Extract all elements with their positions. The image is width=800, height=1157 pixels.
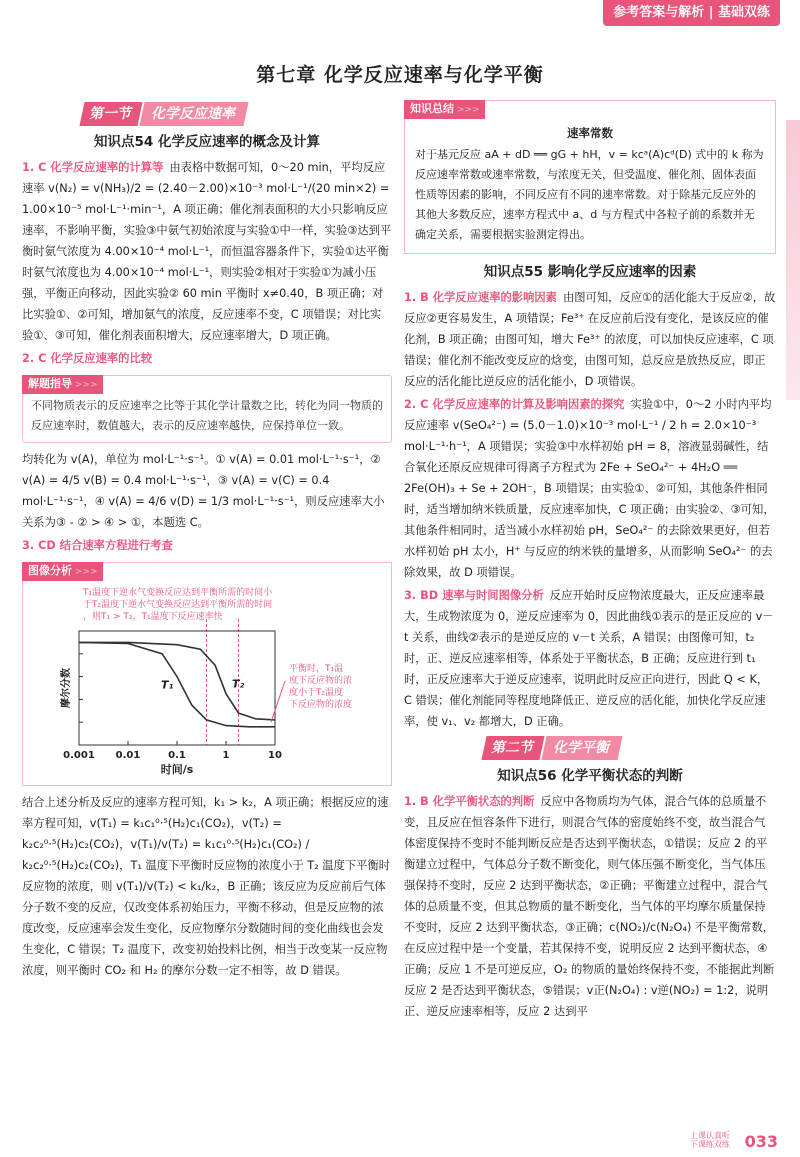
- plot-area: [59, 619, 285, 776]
- kp55-title: 知识点55 影响化学反应速率的因素: [483, 264, 697, 280]
- answer-number: 1. B: [404, 795, 429, 808]
- answer-tag: 化学平衡状态的判断: [432, 795, 535, 808]
- chart-label: 图像分析 >>>: [22, 562, 103, 581]
- x-axis-label: 时间/s: [160, 763, 194, 776]
- answer-tag: 结合速率方程进行考查: [59, 539, 173, 552]
- chart-note-right-line: 平衡时，T₁温: [289, 664, 344, 674]
- answer-text: 由图可知，反应①的活化能大于反应②，故反应②更容易发生，A 项错误；Fe³⁺ 在反应前后没有变化，是该反应的催化剂，B 项正确；由图可知，增大 Fe³⁺ 的浓度，可以加快反应速率，C 项错误；催化剂不能改变反应的焓变，由图可知，总反应是放热反应，即正反应的活化能比逆反应的活化能小，D 项错误。: [404, 291, 776, 388]
- series-curve-1: [79, 642, 275, 726]
- chart-box: [22, 562, 392, 786]
- right-column: [404, 100, 776, 1022]
- answer-number: 1. C: [22, 161, 47, 174]
- section-banner-1: [82, 102, 246, 126]
- answer-tag: 速率与时间图像分析: [442, 589, 544, 602]
- chart-note-top-line-1: T₁温度下逆水气变换反应达到平衡所需的时间小: [83, 588, 273, 598]
- section-name: 化学反应速率: [139, 102, 248, 126]
- section-number: 第一节: [79, 102, 142, 126]
- page-number: 033: [744, 1132, 778, 1151]
- answer-r4: [404, 791, 776, 1022]
- kp56-title: 知识点56 化学平衡状态的判断: [497, 768, 683, 784]
- tip-label: 解题指导 >>>: [22, 375, 103, 394]
- header-tab: 参考答案与解析 | 基础双练: [603, 0, 780, 26]
- summary-text: 对于基元反应 aA + dD ══ gG + hH，v = kcᵃ(A)cᵈ(D) 式中的 k 称为反应速率常数或速率常数，与浓度无关，但受温度、催化剂、固体表面性质等因素的影响，不同反应有不同的速率常数。对于除基元反应外的其他大多数反应，速率方程式中 a、d 与方程式中各粒子前的系数并无确定关系，需要根据实验测定得出。: [415, 148, 764, 241]
- chart-note-right-line: 度下反应物的浓: [289, 676, 353, 686]
- tip-box: [22, 375, 392, 443]
- x-tick-label: 1: [222, 750, 230, 761]
- mole-fraction-chart: [27, 583, 387, 779]
- side-band: [786, 120, 800, 400]
- answer-tag: 化学反应速率的计算及影响因素的探究: [432, 398, 625, 411]
- answer-2: [22, 348, 392, 369]
- chart-note-right-line: 度小于T₂温度: [289, 688, 344, 698]
- series-curve-2: [79, 642, 275, 720]
- answer-3-text: 结合上述分析及反应的速率方程可知，k₁ > k₂，A 项正确；根据反应的速率方程可知，v(T₁) = k₁c₁⁰·⁵(H₂)c₁(CO₂)，v(T₂) = k₂c₂⁰·⁵(H₂)c₂(CO₂)，v(T₁)/v(T₂) = k₁c₁⁰·⁵(H₂)c₁(CO₂) / k₂c₂⁰·⁵(H₂)c₂(CO₂)，T₁ 温度下平衡时反应物的浓度小于 T₂ 温度下平衡时反应物的浓度，则 v(T₁)/v(T₂) < k₁/k₂，B 正确；该反应为反应前后气体分子数不变的反应，仅改变体系初始压力，平衡不移动，但是反应物的浓度改变，反应速率会发生变化，反应物摩尔分数随时间的变化曲线也会发生变化，C 错误；T₂ 温度下，改变初始投料比例，相当于改变某一反应物浓度，则平衡时 CO₂ 和 H₂ 的摩尔分数一定不相等，故 D 错误。: [22, 796, 391, 977]
- kp54-title: 知识点54 化学反应速率的概念及计算: [94, 134, 320, 150]
- page-header: [0, 0, 800, 44]
- answer-tag: 化学反应速率的影响因素: [432, 291, 557, 304]
- answer-text: 反应开始时反应物浓度最大，正反应速率最大，生成物浓度为 0，逆反应速率为 0，因此曲线①表示的是正反应的 v－t 关系，曲线②表示的是逆反应的 v－t 关系，A 错误；由图像可知，t₂ 时，正、逆反应速率相等，体系处于平衡状态，B 正确；反应进行到 t₁ 时，正反应速率大于逆反应速率，说明此时反应正向进行，因此 Q < K，C 错误；催化剂能同等程度地降低正、逆反应的活化能，加快化学反应速率，使 v₁、v₂ 都增大，D 正确。: [404, 589, 774, 728]
- chart-note-right-line: 下反应物的浓度: [289, 700, 353, 710]
- chart-note-top-line-3: ，则T₁ > T₂，T₁温度下反应速率快: [83, 612, 223, 622]
- answer-2-text: 均转化为 v(A)，单位为 mol·L⁻¹·s⁻¹。① v(A) = 0.01 mol·L⁻¹·s⁻¹，② v(A) = 4/5 v(B) = 0.4 mol·L⁻¹·s⁻¹，③ v(A) = v(C) = 0.4 mol·L⁻¹·s⁻¹，④ v(A) = 4/6 v(D) = 1/3 mol·L⁻¹·s⁻¹，则反应速率大小关系为③ - ② > ④ > ①，本题选 C。: [22, 453, 385, 529]
- answer-number: 2. C: [404, 398, 429, 411]
- chapter-title: 第七章 化学反应速率与化学平衡: [256, 64, 544, 86]
- y-axis-label: 摩尔分数: [61, 668, 72, 708]
- footer-note: 上课认真听 下课练双练: [690, 1131, 730, 1149]
- answer-1: [22, 157, 392, 346]
- answer-3: [22, 535, 392, 556]
- answer-number: 3. BD: [404, 589, 439, 602]
- answer-r1: [404, 287, 776, 392]
- x-tick-label: 0.01: [115, 750, 141, 761]
- plot-frame: [79, 631, 275, 745]
- summary-title: 速率常数: [567, 126, 613, 140]
- chart-note-right: [289, 662, 352, 710]
- chart-note-top-line-2: 于T₂温度下逆水气变换反应达到平衡所需的时间: [83, 600, 273, 610]
- answer-text: 反应中各物质均为气体，混合气体的总质量不变，且反应在恒容条件下进行，则混合气体的密度始终不变，故当混合气体密度保持不变时不能判断反应是否达到平衡状态，①错误；反应 2 的平衡建立过程中，气体总分子数不断变化，则气体压强不断变化，当气体压强保持不变时，反应 2 达到平衡状态，②正确；平衡建立过程中，混合气体的总质量不变，但其总物质的量不断变化，当气体的平均摩尔质量保持不变时，反应 2 达到平衡状态，③正确；c(NO₂)/c(N₂O₄) 不是平衡常数，在反应过程中是一个变量，若其保持不变，说明反应 2 达到平衡状态，④正确；反应 1 不是可逆反应，O₂ 的物质的量始终保持不变，不能据此判断反应 2 是否达到平衡状态，⑤错误；v正(N₂O₄) : v逆(NO₂) = 1:2，说明正、逆反应速率相等，反应 2 达到平: [404, 795, 775, 1018]
- summary-box: [404, 100, 776, 254]
- answer-text: 实验①中，0～2 小时内平均反应速率 v(SeO₄²⁻) = (5.0－1.0)×10⁻³ mol·L⁻¹ / 2 h = 2.0×10⁻³ mol·L⁻¹·h⁻¹，A 项错误；实验③中水样初始 pH = 8，溶液显弱碱性，结合氧化还原反应规律可得离子方程式为 2Fe + SeO₄²⁻ + 4H₂O ══ 2Fe(OH)₃ + Se + 2OH⁻，B 项错误；由实验①、②可知，其他条件相同时，适当增加纳米铁质量，反应速率加快，C 项正确；由实验②、③可知，其他条件相同时，适当减小水样初始 pH，SeO₄²⁻ 的去除效果更好，但若水样初始 pH 太小，H⁺ 与反应的纳米铁的量增多，从而影响 SeO₄²⁻ 的去除效果，故 D 项错误。: [404, 398, 775, 579]
- series-label-1: T₁: [161, 678, 174, 692]
- chart-note-top: [82, 586, 275, 622]
- left-column: [22, 100, 392, 981]
- answer-text: 由表格中数据可知，0～20 min，平均反应速率 v(N₂) = v(NH₃)/2 = (2.40－2.00)×10⁻³ mol·L⁻¹/(20 min×2) = 1.00×10⁻⁵ mol·L⁻¹·min⁻¹，A 项正确；催化剂表面积的大小只影响反应速率，不影响平衡，实验③中氨气初始浓度与实验①中一样，实验③达到平衡时氨气浓度为 4.00×10⁻⁴ mol·L⁻¹，而恒温容器条件下，实验①达平衡时氨气浓度也为 4.00×10⁻⁴ mol·L⁻¹，则实验②相对于实验①为减小压强，平衡正向移动，因此实验② 60 min 平衡时 x≠0.40，B 项正确；对比实验①、②可知，增加氨气的浓度，反应速率不变，C 项错误；对比实验①、③可知，催化剂表面积增大，反应速率增大，D 项正确。: [22, 161, 392, 342]
- answer-r2: [404, 394, 776, 583]
- x-tick-label: 0.001: [63, 750, 95, 761]
- x-tick-label: 10: [268, 750, 282, 761]
- answer-number: 2. C: [22, 352, 47, 365]
- x-tick-label: 0.1: [168, 750, 186, 761]
- answer-number: 3. CD: [22, 539, 56, 552]
- answer-tag: 化学反应速率的比较: [50, 352, 153, 365]
- tip-text: 不同物质表示的反应速率之比等于其化学计量数之比，转化为同一物质的反应速率时，数值越大，表示的反应速率越快，应保持单位一致。: [31, 399, 383, 432]
- section-banner-2: [484, 736, 620, 760]
- answer-number: 1. B: [404, 291, 429, 304]
- section-number: 第二节: [481, 736, 544, 760]
- summary-label: 知识总结 >>>: [404, 100, 485, 119]
- note-pointer: [271, 681, 285, 722]
- series-label-2: T₂: [232, 677, 245, 691]
- answer-r3: [404, 585, 776, 732]
- answer-tag: 化学反应速率的计算等: [50, 161, 164, 174]
- section-name: 化学平衡: [541, 736, 622, 760]
